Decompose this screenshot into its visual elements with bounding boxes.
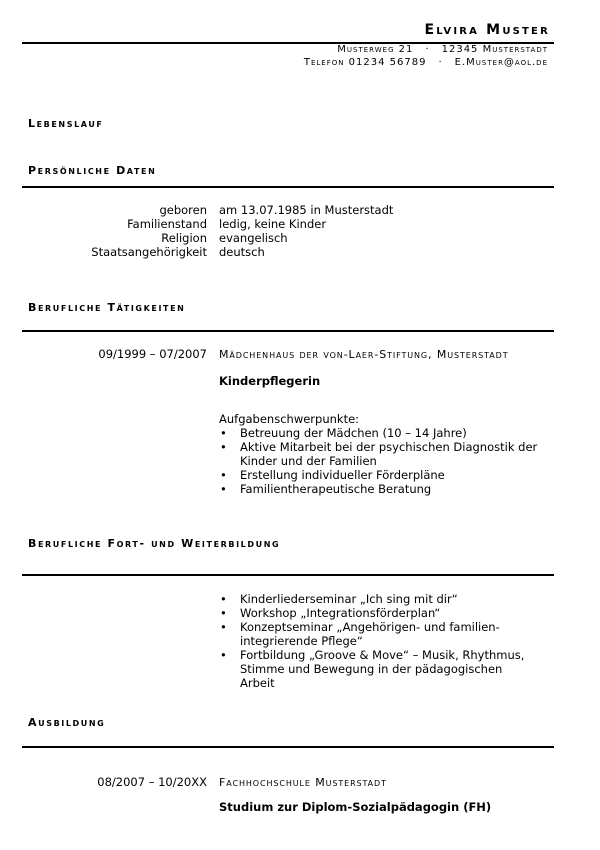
list-item: • Erstellung individueller Förderpläne [219,468,549,482]
list-item: • Betreuung der Mädchen (10 – 14 Jahre) [219,426,549,440]
education-institution: Fachhochschule Musterstadt [219,776,387,789]
value-birth: am 13.07.1985 in Musterstadt [219,203,394,217]
education-period: 08/2007 – 10/20XX [97,775,207,789]
value-marital-status: ledig, keine Kinder [219,217,327,231]
training-list [219,592,539,690]
list-item: • Familientherapeutische Beratung [219,482,549,496]
section-rule [22,574,554,576]
label-birth: geboren [159,203,207,217]
city: 12345 Musterstadt [441,44,548,55]
value-nationality: deutsch [219,245,265,259]
list-item: • Aktive Mitarbeit bei der psychischen Diagnostik der Kinder und der Familien [219,440,549,468]
phone: Telefon 01234 56789 [303,57,427,68]
separator: · [438,57,443,68]
document-title: Lebenslauf [28,117,104,130]
section-rule [22,330,554,332]
tasks-label: Aufgabenschwerpunkte: [219,412,360,426]
address-line [337,44,548,55]
list-item: • Konzeptseminar „Angehörigen- und familien-integrierende Pflege“ [219,620,539,648]
section-rule [22,746,554,748]
section-rule [22,186,554,188]
label-marital-status: Familienstand [127,217,207,231]
label-religion: Religion [161,231,207,245]
list-item: • Fortbildung „Groove & Move“ – Musik, Rhythmus, Stimme und Bewegung in der pädagogischen Arbeit [219,648,539,690]
education-degree: Studium zur Diplom-Sozialpädagogin (FH) [219,800,492,814]
label-nationality: Staatsangehörigkeit [91,245,207,259]
email[interactable]: E.Muster@aol.de [454,57,548,68]
list-item: • Workshop „Integrationsförderplan“ [219,606,539,620]
value-religion: evangelisch [219,231,288,245]
contact-line [304,57,548,68]
list-item: • Kinderliederseminar „Ich sing mit dir“ [219,592,539,606]
work-institution: Mädchenhaus der von-Laer-Stiftung, Musterstadt [219,348,509,361]
section-heading-personal: Persönliche Daten [28,164,157,177]
applicant-name: Elvira Muster [424,22,550,38]
section-heading-work: Berufliche Tätigkeiten [28,301,186,314]
section-heading-training: Berufliche Fort- und Weiterbildung [28,537,281,550]
work-period: 09/1999 – 07/2007 [98,347,207,361]
work-role: Kinderpflegerin [219,374,321,388]
task-list [219,426,549,496]
separator: · [425,44,430,55]
section-heading-education: Ausbildung [28,716,106,729]
street: Musterweg 21 [337,44,414,55]
